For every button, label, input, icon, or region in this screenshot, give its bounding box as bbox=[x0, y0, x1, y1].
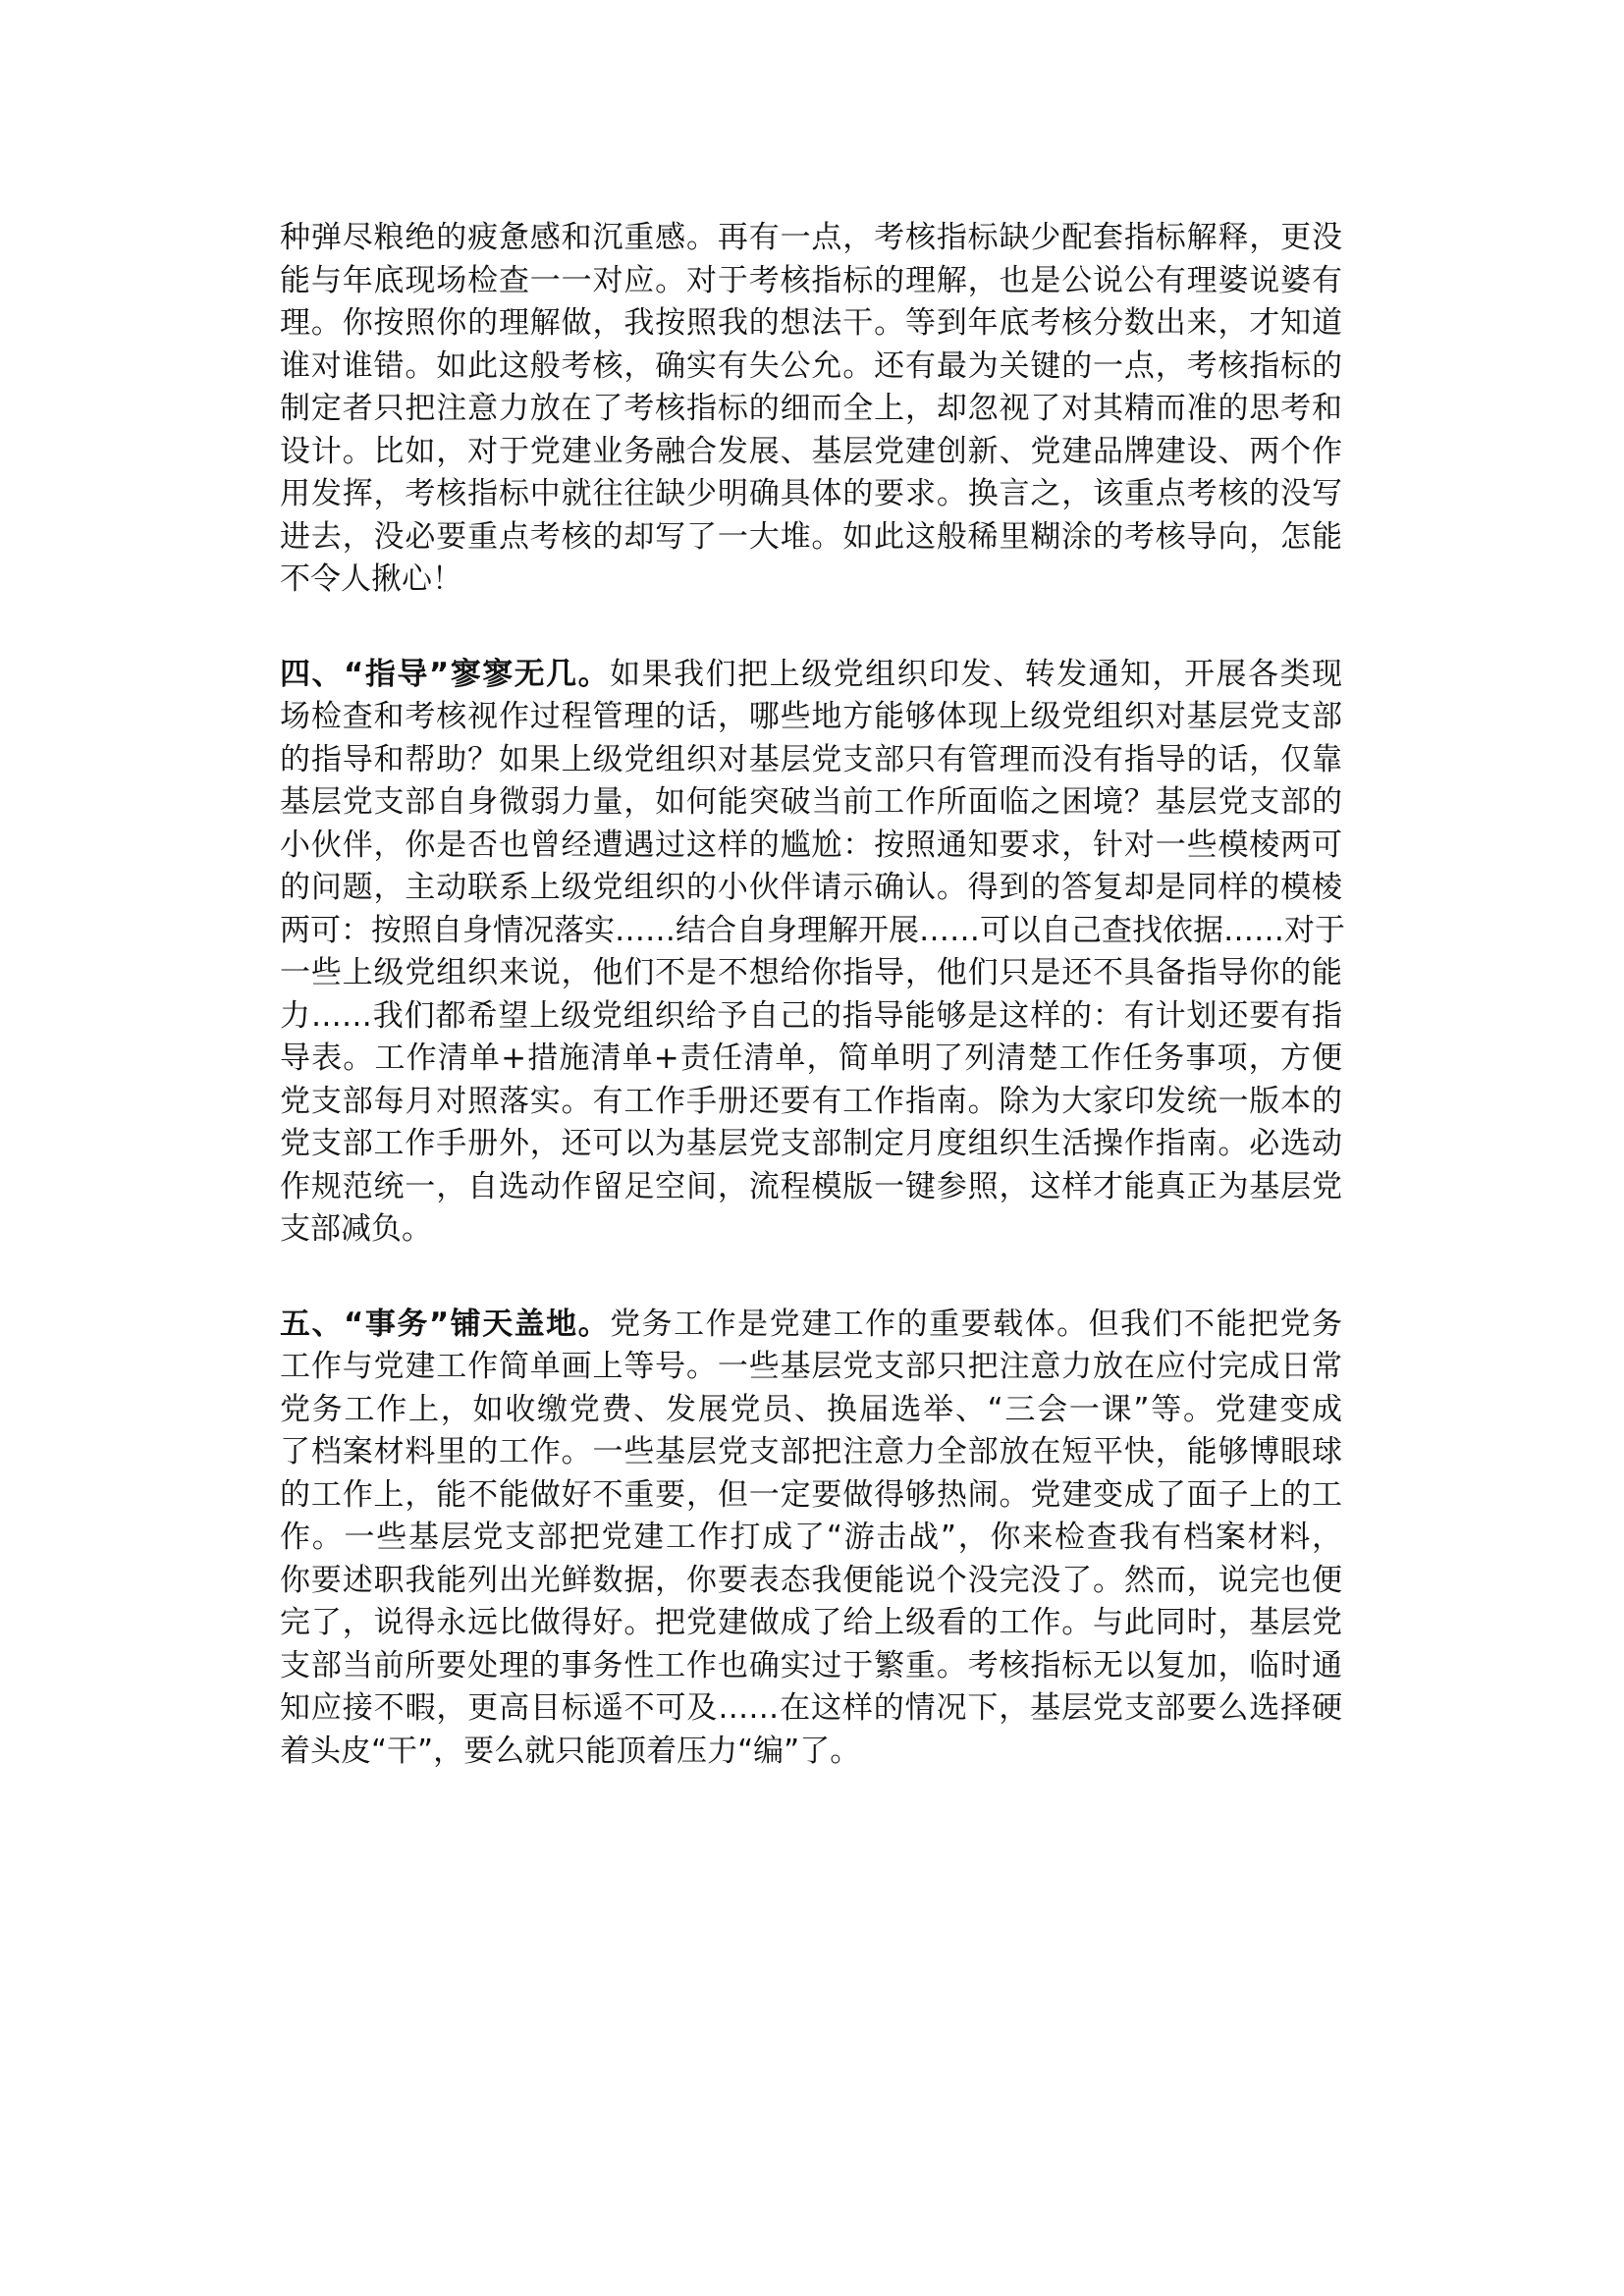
text-line bbox=[280, 739, 1342, 782]
line-text: 党务工作是党建工作的重要载体。但我们不能把党务 bbox=[610, 1306, 1343, 1342]
line-text: 党支部每月对照落实。有工作手册还要有工作指南。除为大家印发统一版本的 bbox=[280, 1083, 1342, 1119]
text-line bbox=[280, 1123, 1342, 1166]
text-line bbox=[280, 1602, 1342, 1645]
text-line bbox=[280, 867, 1342, 910]
line-text: 支部当前所要处理的事务性工作也确实过于繁重。考核指标无以复加，临时通 bbox=[280, 1647, 1342, 1683]
line-text: 了档案材料里的工作。一些基层党支部把注意力全部放在短平快，能够博眼球 bbox=[280, 1434, 1342, 1469]
line-text: 支部减负。 bbox=[280, 1211, 432, 1247]
text-line bbox=[280, 952, 1342, 995]
line-text: 你要述职我能列出光鲜数据，你要表态我便能说个没完没了。然而，说完也便 bbox=[280, 1562, 1342, 1598]
text-line bbox=[280, 1166, 1342, 1209]
text-line bbox=[280, 1474, 1342, 1518]
line-text: 工作与党建工作简单画上等号。一些基层党支部只把注意力放在应付完成日常 bbox=[280, 1349, 1342, 1384]
document-body bbox=[280, 217, 1345, 1825]
text-line bbox=[280, 1731, 1342, 1774]
line-text: 的工作上，能不能做好不重要，但一定要做得够热闹。党建变成了面子上的工 bbox=[280, 1476, 1342, 1513]
line-text: 一些上级党组织来说，他们不是不想给你指导，他们只是还不具备指导你的能 bbox=[280, 955, 1342, 990]
text-line bbox=[280, 559, 1342, 602]
text-line bbox=[280, 1081, 1342, 1124]
line-text: 完了，说得永远比做得好。把党建做成了给上级看的工作。与此同时，基层党 bbox=[280, 1605, 1342, 1640]
line-text: 力……我们都希望上级党组织给予自己的指导能够是这样的：有计划还要有指 bbox=[280, 997, 1342, 1034]
line-text: 着头皮“干”，要么就只能顶着压力“编”了。 bbox=[280, 1733, 861, 1769]
line-text: 党务工作上，如收缴党费、发展党员、换届选举、“三会一课”等。党建变成 bbox=[280, 1391, 1342, 1427]
text-line bbox=[280, 910, 1345, 953]
text-line bbox=[280, 825, 1342, 868]
text-line bbox=[280, 1389, 1342, 1432]
text-line bbox=[280, 1208, 1342, 1252]
line-text: 如果我们把上级党组织印发、转发通知，开展各类现 bbox=[610, 656, 1343, 692]
text-line bbox=[280, 346, 1342, 389]
text-line bbox=[280, 995, 1342, 1039]
text-line bbox=[280, 781, 1342, 825]
text-line bbox=[280, 431, 1342, 474]
text-line bbox=[280, 473, 1342, 516]
text-line bbox=[280, 1431, 1342, 1474]
text-line bbox=[280, 1560, 1342, 1603]
text-line bbox=[280, 1038, 1342, 1081]
line-text: 的指导和帮助？如果上级党组织对基层党支部只有管理而没有指导的话，仅靠 bbox=[280, 741, 1342, 777]
line-text: 种弹尽粮绝的疲惫感和沉重感。再有一点，考核指标缺少配套指标解释，更没 bbox=[280, 220, 1342, 255]
line-text: 党支部工作手册外，还可以为基层党支部制定月度组织生活操作指南。必选动 bbox=[280, 1126, 1342, 1161]
line-text: 两可：按照自身情况落实……结合自身理解开展……可以自己查找依据……对于 bbox=[280, 912, 1345, 948]
paragraph bbox=[280, 654, 1345, 1252]
line-text: 谁对谁错。如此这般考核，确实有失公允。还有最为关键的一点，考核指标的 bbox=[280, 347, 1342, 384]
text-line bbox=[280, 1517, 1342, 1560]
line-text: 场检查和考核视作过程管理的话，哪些地方能够体现上级党组织对基层党支部 bbox=[280, 699, 1342, 734]
text-line bbox=[280, 302, 1342, 346]
text-line bbox=[280, 516, 1342, 560]
text-line bbox=[280, 1687, 1342, 1731]
line-text: 导表。工作清单+措施清单+责任清单，简单明了列清楚工作任务事项，方便 bbox=[280, 1041, 1342, 1076]
line-text: 制定者只把注意力放在了考核指标的细而全上，却忽视了对其精而准的思考和 bbox=[280, 391, 1342, 426]
text-line bbox=[280, 1304, 1342, 1347]
paragraph bbox=[280, 1304, 1342, 1774]
text-line bbox=[280, 1346, 1342, 1389]
paragraph bbox=[280, 217, 1342, 602]
text-line bbox=[280, 217, 1342, 260]
line-text: 基层党支部自身微弱力量，如何能突破当前工作所面临之困境？基层党支部的 bbox=[280, 784, 1342, 820]
section-heading: 四、“指导”寥寥无几。 bbox=[280, 656, 611, 692]
line-text: 能与年底现场检查一一对应。对于考核指标的理解，也是公说公有理婆说婆有 bbox=[280, 262, 1342, 298]
line-text: 进去，没必要重点考核的却写了一大堆。如此这般稀里糊涂的考核导向，怎能 bbox=[280, 518, 1342, 555]
text-line bbox=[280, 654, 1342, 697]
line-text: 设计。比如，对于党建业务融合发展、基层党建创新、党建品牌建设、两个作 bbox=[280, 433, 1342, 469]
text-line bbox=[280, 260, 1342, 303]
text-line bbox=[280, 388, 1342, 431]
line-text: 作。一些基层党支部把党建工作打成了“游击战”，你来检查我有档案材料， bbox=[280, 1520, 1342, 1555]
section-heading: 五、“事务”铺天盖地。 bbox=[280, 1306, 611, 1342]
line-text: 作规范统一，自选动作留足空间，流程模版一键参照，这样才能真正为基层党 bbox=[280, 1168, 1342, 1204]
line-text: 小伙伴，你是否也曾经遭遇过这样的尴尬：按照通知要求，针对一些模棱两可 bbox=[280, 827, 1342, 863]
line-text: 的问题，主动联系上级党组织的小伙伴请示确认。得到的答复却是同样的模棱 bbox=[280, 870, 1342, 905]
text-line bbox=[280, 696, 1342, 739]
text-line bbox=[280, 1645, 1342, 1688]
line-text: 不令人揪心！ bbox=[280, 561, 462, 597]
line-text: 知应接不暇，更高目标遥不可及……在这样的情况下，基层党支部要么选择硬 bbox=[280, 1690, 1342, 1726]
line-text: 用发挥，考核指标中就往往缺少明确具体的要求。换言之，该重点考核的没写 bbox=[280, 476, 1342, 511]
line-text: 理。你按照你的理解做，我按照我的想法干。等到年底考核分数出来，才知道 bbox=[280, 305, 1342, 341]
